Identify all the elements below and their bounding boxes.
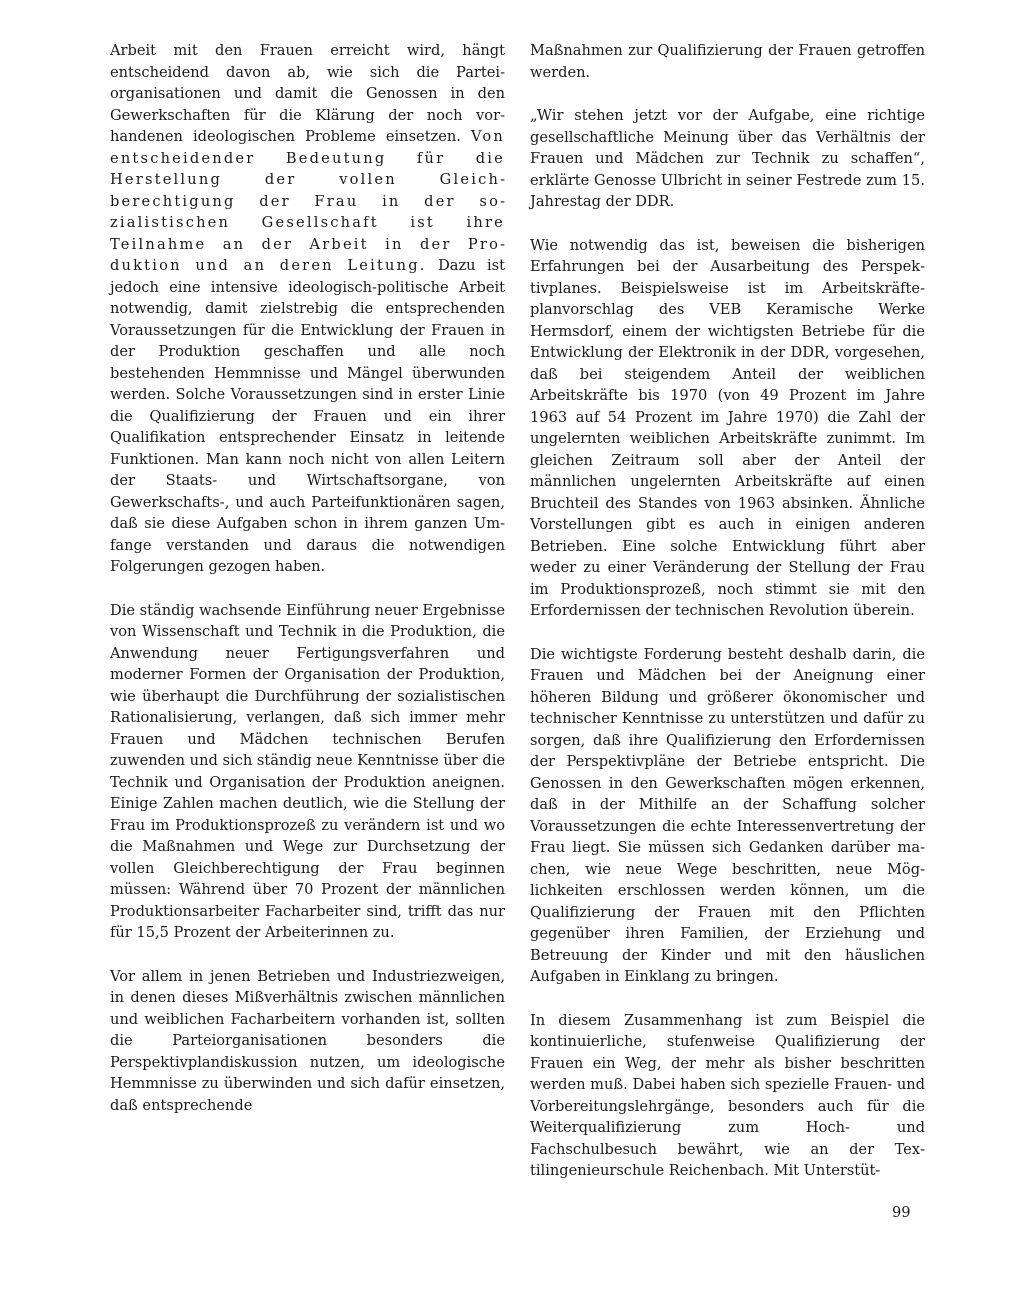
paragraph-text: Dazu ist jedoch eine intensive ideologisch-politische Arbeit notwendig, damit zielstrebig die entsprechenden Voraussetzungen für die Entwicklung der Frauen in der Produktion geschaffen und alle noch bestehenden Hemmnisse und Mängel überwunden werden. Solche Voraussetzungen sind in erster Linie die Qualifizierung der Frauen und ein ihrer Qualifikation entsprechender Einsatz in leitende Funktionen. Man kann noch nicht von allen Leitern der Staats- und Wirtschaftsorgane, von Gewerkschafts-, und auch Parteifunktionären sagen, daß sie diese Aufgaben schon in ihrem ganzen Umfange verstanden und daraus die notwendigen Folgerungen gezogen haben.	[110, 257, 505, 575]
paragraph-text: Arbeit mit den Frauen erreicht wird, hängt entscheidend davon ab, wie sich die Parteiorganisationen und damit die Genossen in den Gewerkschaften für die Klärung der noch vorhandenen ideologischen Probleme einsetzen.	[110, 42, 505, 145]
paragraph: „Wir stehen jetzt vor der Aufgabe, eine richtige gesellschaftliche Meinung über das Verhältnis der Frauen und Mädchen zur Technik zu schaffen“, erklärte Genosse Ulbricht in seiner Festrede zum 15. Jahrestag der DDR.	[530, 107, 925, 210]
left-column	[110, 40, 505, 1138]
paragraph	[110, 40, 505, 578]
paragraph: Maßnahmen zur Qualifizierung der Frauen getroffen werden.	[530, 42, 925, 81]
paragraph: Die wichtigste Forderung besteht deshalb darin, die Frauen und Mädchen bei der Aneignung einer höheren Bildung und größerer ökonomischer und technischer Kenntnisse zu unterstützen und dafür zu sorgen, daß ihre Qualifizierung den Erfordernissen der Perspektivpläne der Betriebe entspricht. Die Genossen in den Gewerkschaften mögen erkennen, daß in der Mithilfe an der Schaffung solcher Voraussetzungen die echte Interessenvertretung der Frau liegt. Sie müssen sich Gedanken darüber machen, wie neue Wege beschritten, neue Möglichkeiten erschlossen werden können, um die Qualifizierung der Frauen mit den Pflichten gegenüber ihren Familien, der Erziehung und Betreuung der Kinder und mit den häuslichen Aufgaben in Einklang zu bringen.	[530, 645, 925, 985]
emphasized-text: Von entscheidender Bedeutung für die Herstellung der vollen Gleichberechtigung der Frau in der sozialistischen Gesellschaft ist ihre Teilnahme an der Arbeit in der Produktion und an deren Leitung.	[110, 128, 505, 274]
paragraph: Vor allem in jenen Betrieben und Industriezweigen, in denen dieses Mißverhältnis zwischen männlichen und weiblichen Facharbeitern vorhanden ist, sollten die Parteiorganisationen besonders die Perspektivplandiskussion nutzen, um ideologische Hemmnisse zu überwinden und sich dafür einsetzen, daß entsprechende	[110, 967, 505, 1114]
paragraph: Die ständig wachsende Einführung neuer Ergebnisse von Wissenschaft und Technik in die Produktion, die Anwendung neuer Fertigungsverfahren und moderner Formen der Organisation der Produktion, wie überhaupt die Durchführung der sozialistischen Rationalisierung, verlangen, daß sich immer mehr Frauen und Mädchen technischen Berufen zuwenden und sich ständig neue Kenntnisse über die Technik und Organisation der Produktion aneignen. Einige Zahlen machen deutlich, wie die Stellung der Frau im Produktionsprozeß zu verändern ist und wo die Maßnahmen und Wege zur Durchsetzung der vollen Gleichberechtigung der Frau beginnen müssen: Während über 70 Prozent der männlichen Produktionsarbeiter Facharbeiter sind, trifft das nur für 15,5 Prozent der Arbeiterinnen zu.	[110, 601, 505, 941]
paragraph: Wie notwendig das ist, beweisen die bisherigen Erfahrungen bei der Ausarbeitung des Perspektivplanes. Beispielsweise ist im Arbeitskräfteplanvorschlag des VEB Keramische Werke Hermsdorf, einem der wichtigsten Betriebe für die Entwicklung der Elektronik in der DDR, vorgesehen, daß bei steigendem Anteil der weiblichen Arbeitskräfte bis 1970 (von 49 Prozent im Jahre 1963 auf 54 Prozent im Jahre 1970) die Zahl der ungelernten weiblichen Arbeitskräfte zunimmt. Im gleichen Zeitraum soll aber der Anteil der männlichen ungelernten Arbeitskräfte auf einen Bruchteil des Standes von 1963 absinken. Ähnliche Vorstellungen gibt es auch in einigen anderen Betrieben. Eine solche Entwicklung führt aber weder zu einer Veränderung der Stellung der Frau im Produktionsprozeß, noch stimmt sie mit den Erfordernissen der technischen Revolution überein.	[530, 236, 925, 619]
page-number: 99	[892, 1204, 911, 1221]
paragraph: In diesem Zusammenhang ist zum Beispiel die kontinuierliche, stufenweise Qualifizierung der Frauen ein Weg, der mehr als bisher beschritten werden muß. Dabei haben sich spezielle Frauen- und Vorbereitungslehrgänge, besonders auch für die Weiterqualifizierung zum Hoch- und Fachschulbesuch bewährt, wie an der Textilingenieurschule Reichenbach. Mit Unterstüt-	[530, 1011, 925, 1179]
right-column	[530, 40, 925, 1204]
